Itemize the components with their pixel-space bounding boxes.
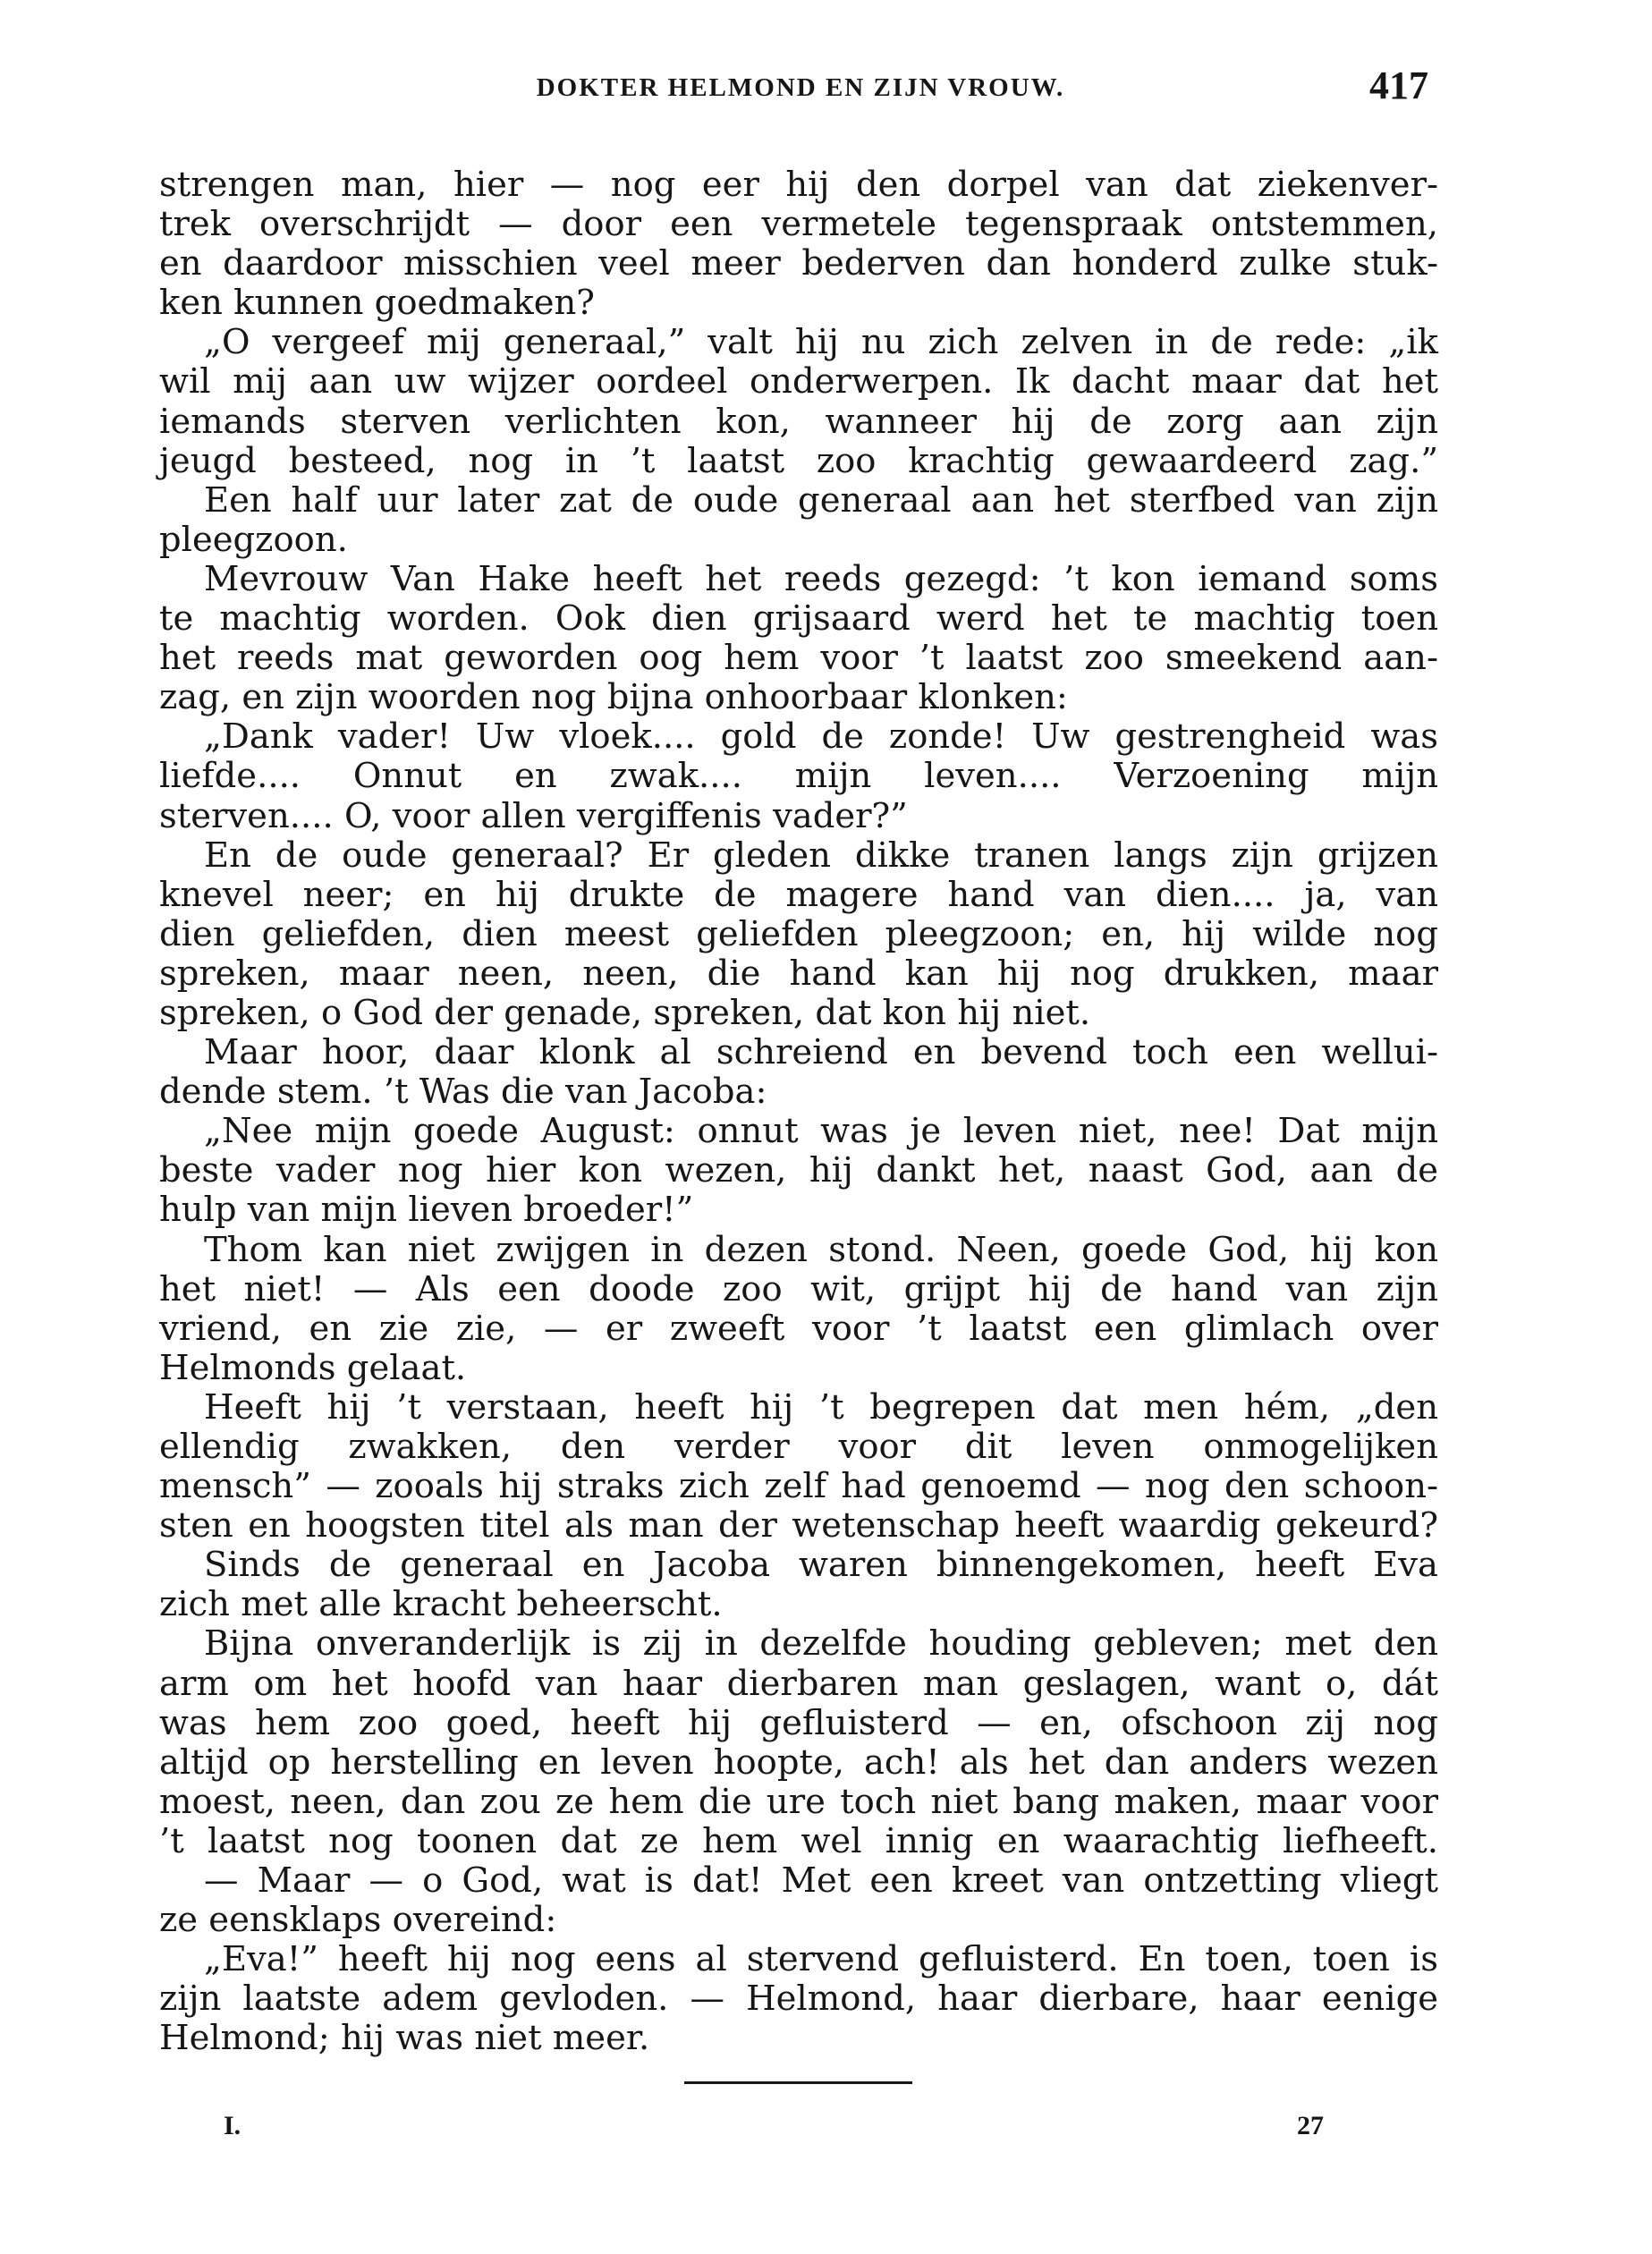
text-line: Thom kan niet zwijgen in dezen stond. Neen, goede God, hij kon [204,1229,1438,1270]
text-line: ’t laatst nog toonen dat ze hem wel innig en waarachtig liefheeft. [159,1820,1438,1861]
text-line: sten en hoogsten titel als man der wetenschap heeft waardig gekeurd? [159,1505,1438,1546]
text-line: ze eensklaps overeind: [159,1900,557,1941]
text-line: „Nee mijn goede August: onnut was je leven niet, nee! Dat mijn [204,1111,1438,1152]
text-line: En de oude generaal? Er gleden dikke tranen langs zijn grijzen [204,835,1438,876]
body-text [159,165,1438,2059]
text-line: strengen man, hier — nog eer hij den dorpel van dat ziekenver- [159,165,1438,205]
text-line: jeugd besteed, nog in ’t laatst zoo krachtig gewaardeerd zag.” [159,440,1438,481]
text-line: zich met alle kracht beheerscht. [159,1584,723,1625]
page-number: 417 [1369,64,1428,107]
text-line: „O vergeef mij generaal,” valt hij nu zich zelven in de rede: „ik [204,322,1438,363]
text-line: zag, en zijn woorden nog bijna onhoorbaar klonken: [159,677,1068,718]
signature-number: 27 [1297,2111,1324,2140]
text-line: Een half uur later zat de oude generaal aan het sterfbed van zijn [204,479,1438,521]
text-line: „Eva!” heeft hij nog eens al stervend gefluisterd. En toen, toen is [204,1939,1438,1980]
text-line: dien geliefden, dien meest geliefden pleegzoon; en, hij wilde nog [159,913,1438,954]
text-line: was hem zoo goed, heeft hij gefluisterd — en, ofschoon zij nog [159,1702,1438,1743]
text-line: dende stem. ’t Was die van Jacoba: [159,1072,767,1113]
signature-mark: I. [224,2111,241,2140]
text-line: het niet! — Als een doode zoo wit, grijpt hij de hand van zijn [159,1268,1438,1309]
text-line: ken kunnen goedmaken? [159,283,595,324]
page-header [165,63,1436,116]
text-line: altijd op herstelling en leven hoopte, ach! als het dan anders wezen [159,1741,1438,1783]
text-line: iemands sterven verlichten kon, wanneer hij de zorg aan zijn [159,401,1438,442]
text-line: het reeds mat geworden oog hem voor ’t laatst zoo smeekend aan- [159,638,1438,679]
text-line: en daardoor misschien veel meer bederven dan honderd zulke stuk- [159,243,1438,284]
text-line: arm om het hoofd van haar dierbaren man geslagen, want o, dát [159,1663,1438,1704]
text-line: vriend, en zie zie, — er zweeft voor ’t laatst een glimlach over [159,1308,1438,1349]
running-title: DOKTER HELMOND EN ZIJN VROUW. [536,73,1065,102]
text-line: — Maar — o God, wat is dat! Met een kreet van ontzetting vliegt [204,1860,1438,1902]
page-footer [165,2111,1436,2156]
text-line: Helmonds gelaat. [159,1347,467,1388]
text-line: hulp van mijn lieven broeder!” [159,1190,694,1231]
footer-rule [684,2081,912,2084]
text-line: knevel neer; en hij drukte de magere hand van dien.... ja, van [159,874,1438,915]
text-line: te machtig worden. Ook dien grijsaard werd het te machtig toen [159,598,1438,640]
text-line: Heeft hij ’t verstaan, heeft hij ’t begrepen dat men hém, „den [204,1386,1438,1428]
text-line: trek overschrijdt — door een vermetele tegenspraak ontstemmen, [159,204,1438,245]
text-line: Sinds de generaal en Jacoba waren binnengekomen, heeft Eva [204,1545,1438,1586]
text-line: zijn laatste adem gevloden. — Helmond, haar dierbare, haar eenige [159,1979,1438,2020]
text-line: moest, neen, dan zou ze hem die ure toch niet bang maken, maar voor [159,1781,1438,1822]
text-line: Helmond; hij was niet meer. [159,2018,650,2059]
text-line: spreken, maar neen, neen, die hand kan hij nog drukken, maar [159,953,1438,994]
text-line: ellendig zwakken, den verder voor dit leven onmogelijken [159,1427,1438,1467]
text-line: mensch” — zooals hij straks zich zelf had genoemd — nog den schoon- [159,1466,1438,1507]
text-line: Bijna onveranderlijk is zij in dezelfde houding gebleven; met den [204,1623,1438,1665]
text-line: Mevrouw Van Hake heeft het reeds gezegd: ’t kon iemand soms [204,558,1438,599]
text-line: liefde.... Onnut en zwak.... mijn leven.... Verzoening mijn [159,756,1438,797]
text-line: Maar hoor, daar klonk al schreiend en bevend toch een wellui- [204,1032,1438,1073]
text-line: beste vader nog hier kon wezen, hij dankt het, naast God, aan de [159,1150,1438,1191]
text-line: wil mij aan uw wijzer oordeel onderwerpen. Ik dacht maar dat het [159,361,1438,402]
text-line: spreken, o God der genade, spreken, dat kon hij niet. [159,992,1091,1033]
text-line: pleegzoon. [159,519,348,560]
text-line: sterven.... O, voor allen vergiffenis vader?” [159,795,908,836]
text-line: „Dank vader! Uw vloek.... gold de zonde! Uw gestrengheid was [204,716,1438,758]
